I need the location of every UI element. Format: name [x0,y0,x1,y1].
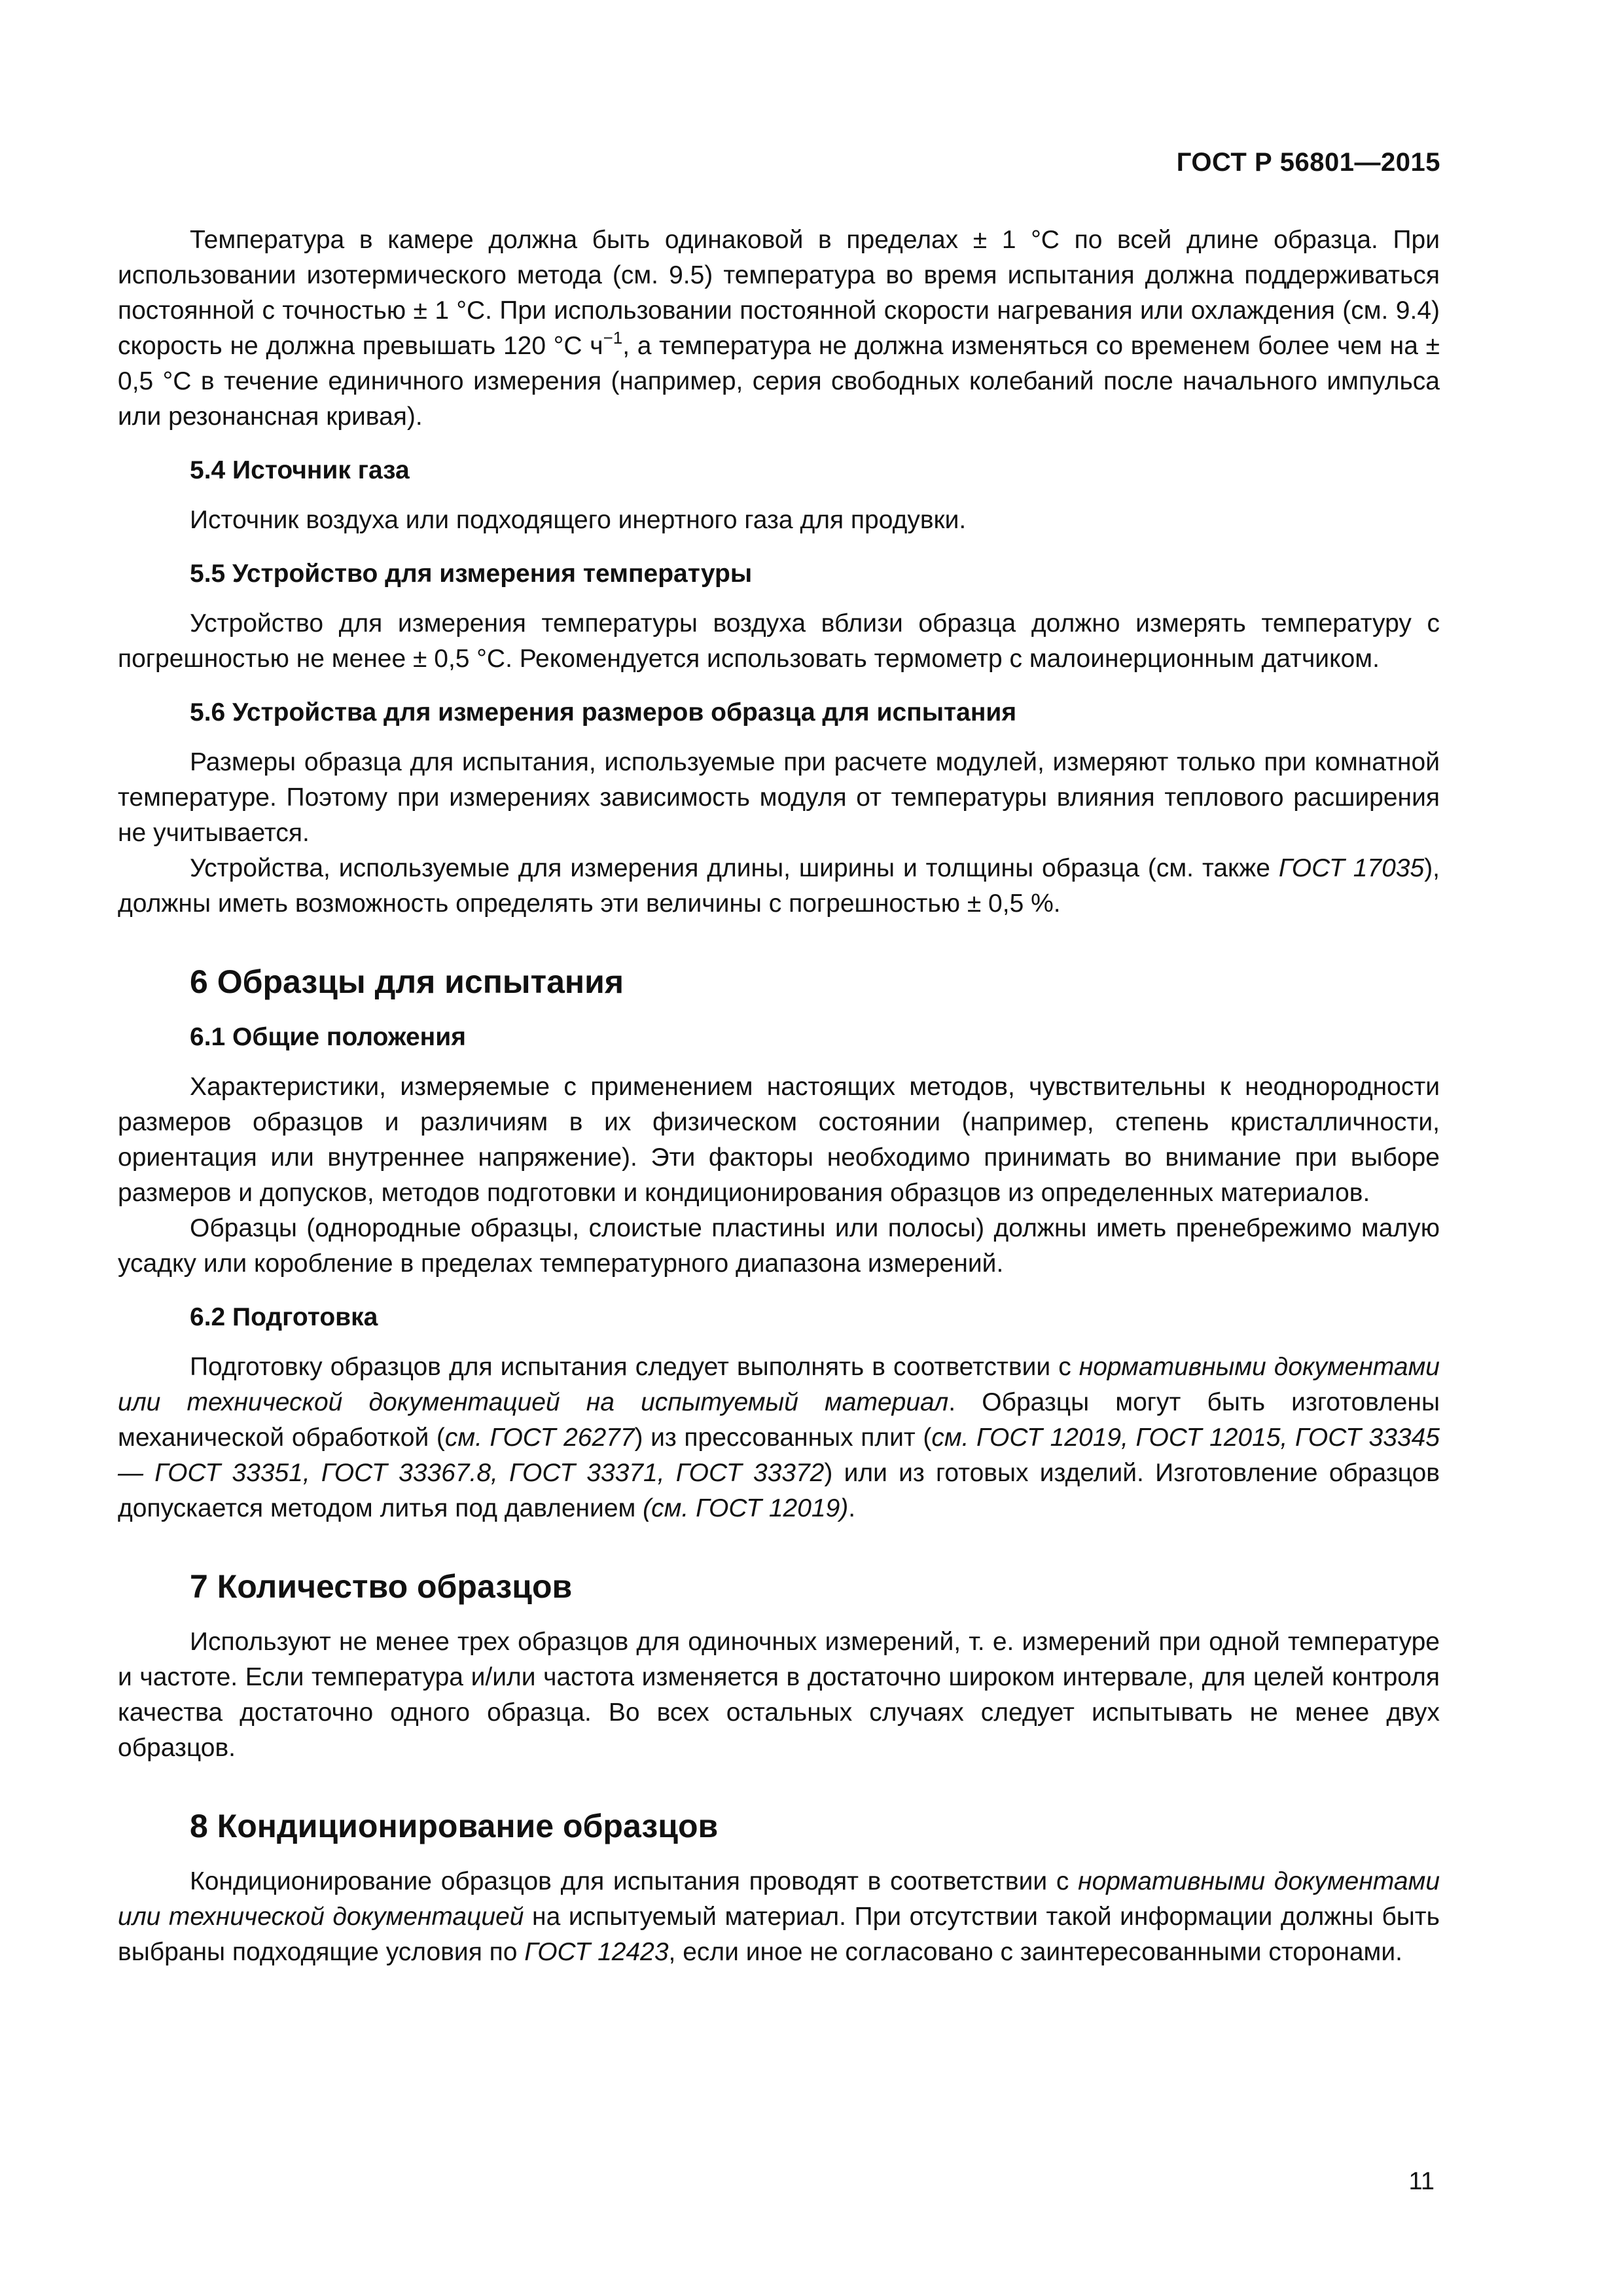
paragraph-7: Используют не менее трех образцов для одиночных измерений, т. е. измерений при одной температуре и частоте. Если температура и/или частота изменяется в достаточно широком интервале, для целей контроля качества достаточно одного образца. Во всех остальных случаях следует испытывать не менее двух образцов. [118,1628,1440,1762]
section-heading-7: 7 Количество образцов [190,1568,573,1605]
text-run: ) или из готовых изделий. Изготовление образцов допускается методом литья под давлением [118,1459,1440,1522]
page-number: 11 [1408,2168,1435,2195]
document-body [118,223,1440,1970]
text-run: , а температура не должна изменяться со временем более чем на ± 0,5 °С в течение единичного измерения (например, серия свободных колебаний после начального импульса или резонансная кривая). [118,332,1440,431]
paragraph-5-5: Устройство для измерения температуры воздуха вблизи образца должно измерять температуру с погрешностью не менее ± 0,5 °С. Рекомендуется использовать термометр с малоинерционным датчиком. [118,609,1440,673]
section-heading-8: 8 Кондиционирование образцов [190,1808,719,1844]
text-run: Подготовку образцов для испытания следует выполнять в соответствии с [190,1353,1079,1381]
standard-reference: ГОСТ 12423 [524,1938,669,1966]
paragraph-6-1-1: Характеристики, измеряемые с применением настоящих методов, чувствительны к неоднородности размеров образцов и различиям в их физическом состоянии (например, степень кристалличности, ориентация или внутреннее напряжение). Эти факторы необходимо принимать во внимание при выборе размеров и допусков, методов подготовки и кондиционирования образцов из определенных материалов. [118,1073,1440,1207]
standard-reference: см. ГОСТ 12019, ГОСТ 12015, ГОСТ 33345 — ГОСТ 33351, ГОСТ 33367.8, ГОСТ 33371, ГОСТ 33372 [118,1424,1440,1487]
italic-run: нормативными документами или технической документацией на испытуемый материал [118,1353,1440,1416]
section-heading-6: 6 Образцы для испытания [190,963,624,1000]
section-heading-5-4: 5.4 Источник газа [190,456,410,484]
standard-reference: см. ГОСТ 26277 [444,1424,635,1452]
document-header: ГОСТ Р 56801—2015 [1176,148,1440,177]
text-run: , если иное не согласовано с заинтересованными сторонами. [668,1938,1402,1966]
standard-reference: (см. ГОСТ 12019) [643,1494,849,1522]
text-run: ), должны иметь возможность определять эти величины с погрешностью ± 0,5 %. [118,854,1440,918]
text-run: . Образцы могут быть изготовлены механической обработкой ( [118,1388,1440,1452]
text-run: Устройства, используемые для измерения длины, ширины и толщины образца (см. также [190,854,1279,882]
superscript: −1 [603,328,623,348]
text-run: ) из прессованных плит ( [634,1424,932,1452]
section-heading-6-1: 6.1 Общие положения [190,1023,466,1051]
paragraph-6-1-2: Образцы (однородные образцы, слоистые пластины или полосы) должны иметь пренебрежимо малую усадку или коробление в пределах температурного диапазона измерений. [118,1214,1440,1278]
text-run: . [848,1494,856,1522]
text-run: Температура в камере должна быть одинаковой в пределах ± 1 °С по всей длине образца. При использовании изотермического метода (см. 9.5) температура во время испытания должна поддерживаться постоянной с точностью ± 1 °С. При использовании постоянной скорости нагревания или охлаждения (см. 9.4) скорость не должна превышать 120 °С ч [118,226,1440,360]
paragraph-8 [118,1864,1440,1970]
section-heading-5-5: 5.5 Устройство для измерения температуры [190,560,753,588]
text-run: Кондиционирование образцов для испытания проводят в соответствии с [190,1867,1079,1895]
text-run: на испытуемый материал. При отсутствии такой информации должны быть выбраны подходящие условия по [118,1903,1440,1966]
paragraph-6-2 [118,1350,1440,1526]
section-heading-6-2: 6.2 Подготовка [190,1303,378,1331]
paragraph-5-6-1: Размеры образца для испытания, используемые при расчете модулей, измеряют только при комнатной температуре. Поэтому при измерениях зависимость модуля от температуры влияния теплового расширения не учитывается. [118,748,1440,847]
paragraph-5-6-2 [118,851,1440,922]
paragraph-temperature [118,223,1440,435]
paragraph-5-4: Источник воздуха или подходящего инертного газа для продувки. [190,506,967,534]
standard-reference: ГОСТ 17035 [1278,854,1425,882]
italic-run: нормативными документами или технической документацией [118,1867,1440,1931]
section-heading-5-6: 5.6 Устройства для измерения размеров образца для испытания [190,698,1017,726]
